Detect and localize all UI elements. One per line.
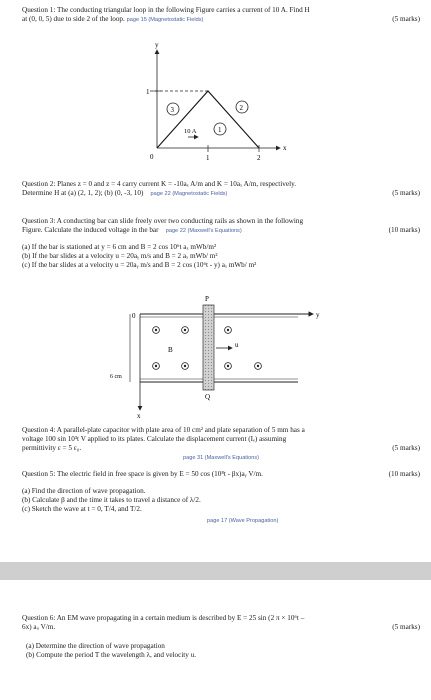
q3-line1: Question 3: A conducting bar can slide freely over two conducting rails as shown in the following <box>22 217 304 225</box>
sliding-bar <box>203 305 214 390</box>
fig1-c1: 1 <box>218 126 222 134</box>
fig3-x-label: x <box>137 412 141 418</box>
fig1-c3: 3 <box>170 106 174 114</box>
field-dot <box>227 329 229 331</box>
q3-marks: (10 marks) <box>388 226 420 234</box>
triangle-loop-figure <box>130 38 290 168</box>
q4-line1: Question 4: A parallel-plate capacitor with plate area of 10 cm² and plate separation of 5 mm has a <box>22 426 305 434</box>
fig3-y-label: y <box>316 311 320 319</box>
fig3-q-label: Q <box>205 393 211 401</box>
q6-line2: 6x) aᵤ V/m. <box>22 623 56 631</box>
q6-item-a: (a) Determine the direction of wave propagation <box>26 642 165 650</box>
fig1-y-label: y <box>155 41 159 49</box>
field-dot <box>155 365 157 367</box>
q5-marks: (10 marks) <box>388 470 420 478</box>
q3-line2: Figure. Calculate the induced voltage in the bar <box>22 226 159 234</box>
q1-line2: at (0, 0, 5) due to side 2 of the loop. <box>22 15 125 23</box>
q5-item-a: (a) Find the direction of wave propagation. <box>22 487 146 495</box>
q5-page-ref: page 17 (Wave Propagation) <box>207 518 279 524</box>
q5-item-c: (c) Sketch the wave at t = 0, T/4, and T/2. <box>22 505 142 513</box>
triangle-loop <box>157 91 259 148</box>
question-2 <box>22 180 420 198</box>
fig1-c2: 2 <box>239 104 243 112</box>
field-dot <box>155 329 157 331</box>
q1-page-ref: page 15 (Magnetostatic Fields) <box>126 17 204 23</box>
q4-page-ref: page 31 (Maxwell's Equations) <box>182 455 259 461</box>
q3-item-b: (b) If the bar slides at a velocity u = 20aᵧ m/s and B = 2 aₓ mWb/ m² <box>22 252 218 260</box>
q3-page-ref: page 22 (Maxwell's Equations) <box>165 228 242 234</box>
field-dot <box>257 365 259 367</box>
fig1-tick-2: 2 <box>257 154 261 162</box>
page-gap <box>0 562 431 580</box>
fig3-u-label: u <box>235 341 239 349</box>
field-dot <box>227 365 229 367</box>
question-4 <box>22 426 420 462</box>
q4-marks: (5 marks) <box>392 444 420 452</box>
q6-item-b: (b) Compute the period T the wavelength λ, and velocity u. <box>26 651 197 659</box>
fig1-x-label: x <box>283 144 287 152</box>
question-5 <box>22 470 420 525</box>
field-dot <box>184 365 186 367</box>
fig3-dimension: 6 cm <box>110 374 122 380</box>
fig1-tick-1: 1 <box>206 154 210 162</box>
q4-line3: permittivity ε = 5 ε₀. <box>22 444 82 452</box>
q1-marks: (5 marks) <box>392 15 420 23</box>
q2-page-ref: page 22 (Magnetostatic Fields) <box>150 191 228 197</box>
exam-page-2 <box>0 580 431 700</box>
q3-item-c: (c) If the bar slides at a velocity u = 20aᵧ m/s and B = 2 cos (10⁶t - y) aₓ mWb/ m² <box>22 261 257 269</box>
q4-line2: voltage 100 sin 10³t V applied to its plates. Calculate the displacement current (Iₑ) assuming <box>22 435 287 443</box>
fig3-p-label: P <box>205 295 209 303</box>
q1-line1: Question 1: The conducting triangular loop in the following Figure carries a current of 10 A. Find H <box>22 6 310 14</box>
q3-item-a: (a) If the bar is stationed at y = 6 cm and B = 2 cos 10⁶t aₓ mWb/m² <box>22 243 217 251</box>
question-3 <box>22 217 420 270</box>
fig1-current: 10 A <box>184 128 197 135</box>
q2-line1: Question 2: Planes z = 0 and z = 4 carry current K = -10aₓ A/m and K = 10aₓ A/m, respectively. <box>22 180 297 188</box>
q6-marks: (5 marks) <box>392 623 420 631</box>
question-6 <box>22 614 420 660</box>
sliding-bar-figure <box>108 268 338 418</box>
q2-line2: Determine H at (a) (2, 1, 2); (b) (0, -3, 10) <box>22 189 144 197</box>
fig1-ytick-1: 1 <box>146 88 150 96</box>
fig3-origin: 0 <box>132 312 136 320</box>
q6-line1: Question 6: An EM wave propagating in a certain medium is described by E = 25 sin (2 π × 10⁶t – <box>22 614 305 622</box>
q5-line1: Question 5: The electric field in free space is given by E = 50 cos (10⁸t - βx)aᵧ V/m. <box>22 470 263 478</box>
q5-item-b: (b) Calculate β and the time it takes to travel a distance of λ/2. <box>22 496 201 504</box>
fig3-b-label: B <box>168 346 173 354</box>
fig1-origin: 0 <box>150 153 154 161</box>
question-1 <box>22 6 420 24</box>
q2-marks: (5 marks) <box>392 189 420 197</box>
field-dot <box>184 329 186 331</box>
